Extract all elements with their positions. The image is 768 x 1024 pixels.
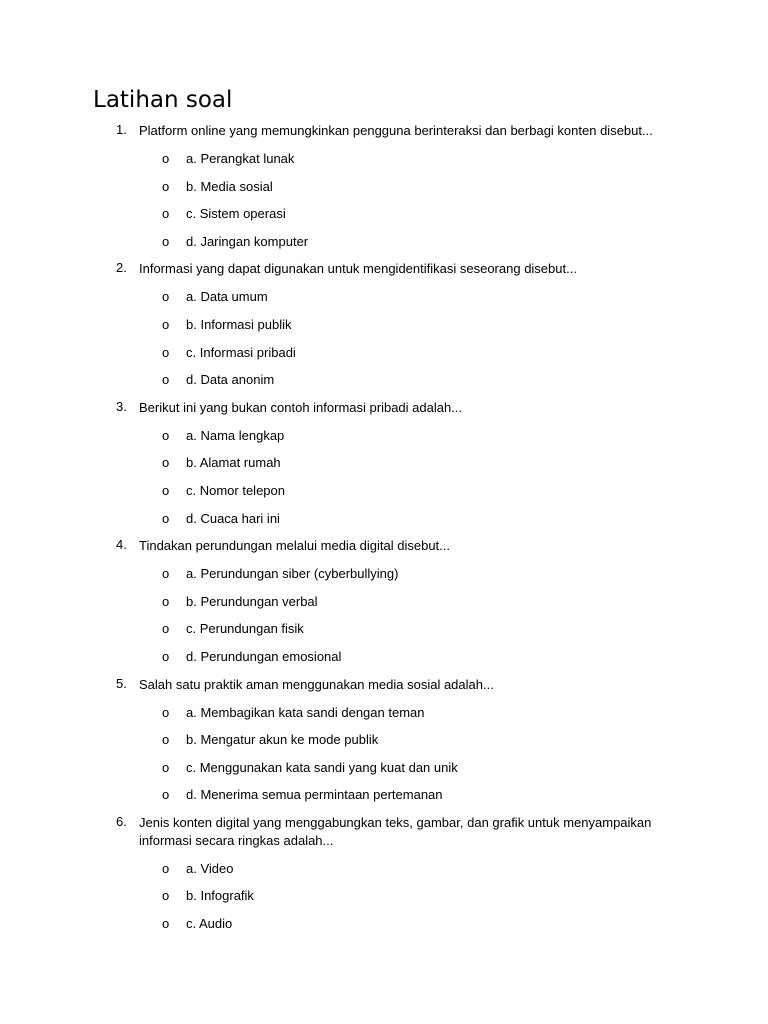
answer-option [0, 453, 768, 481]
answer-option-text: d. Jaringan komputer [186, 233, 309, 249]
answer-option [0, 703, 768, 731]
document-title: Latihan soal [93, 87, 233, 113]
answer-option-text: a. Data umum [186, 289, 268, 305]
answer-option-text: a. Perangkat lunak [186, 151, 295, 166]
answer-option [0, 232, 768, 260]
answer-option-text: d. Perundungan emosional [186, 648, 342, 664]
question-text: Berikut ini yang bukan contoh informasi pribadi adalah... [139, 399, 463, 415]
question-number: 6. [116, 813, 127, 829]
circle-bullet-icon: o [162, 372, 170, 388]
answer-option-text: d. Cuaca hari ini [186, 510, 280, 526]
answer-option [0, 481, 768, 509]
answer-option-text: b. Perundungan verbal [186, 593, 318, 609]
question-item [0, 675, 768, 813]
answer-option [0, 315, 768, 343]
question-number: 5. [116, 675, 127, 691]
circle-bullet-icon: o [162, 860, 170, 876]
answer-option [0, 592, 768, 620]
answer-options [0, 426, 768, 536]
answer-option-text: a. Perundungan siber (cyberbullying) [186, 566, 399, 582]
answer-option-text: b. Alamat rumah [186, 455, 281, 471]
answer-option [0, 204, 768, 232]
answer-options [0, 287, 768, 397]
question-text: Platform online yang memungkinkan pengguna berinteraksi dan berbagi konten disebut... [139, 123, 653, 138]
circle-bullet-icon: o [162, 732, 170, 748]
circle-bullet-icon: o [162, 455, 170, 471]
question-number: 3. [116, 398, 127, 414]
answer-option [0, 758, 768, 786]
answer-option [0, 509, 768, 537]
question-number: 4. [116, 537, 127, 553]
circle-bullet-icon: o [162, 787, 170, 803]
answer-option-text: a. Membagikan kata sandi dengan teman [186, 704, 425, 720]
circle-bullet-icon: o [162, 233, 170, 249]
answer-options [0, 564, 768, 674]
circle-bullet-icon: o [162, 648, 170, 664]
circle-bullet-icon: o [162, 206, 170, 222]
answer-option-text: b. Media sosial [186, 178, 273, 194]
question-item [0, 398, 768, 536]
answer-option-text: c. Nomor telepon [186, 482, 285, 498]
answer-option-text: b. Informasi publik [186, 316, 292, 332]
answer-option-text: c. Perundungan fisik [186, 621, 304, 637]
answer-option [0, 177, 768, 205]
circle-bullet-icon: o [162, 482, 170, 498]
answer-option [0, 647, 768, 675]
circle-bullet-icon: o [162, 316, 170, 332]
answer-option-text: c. Menggunakan kata sandi yang kuat dan unik [186, 759, 458, 775]
circle-bullet-icon: o [162, 888, 170, 904]
question-number: 2. [116, 260, 127, 276]
answer-options [0, 859, 768, 942]
answer-option-text: a. Nama lengkap [186, 427, 285, 443]
answer-option-text: b. Infografik [186, 888, 254, 904]
question-number: 1. [116, 122, 127, 137]
circle-bullet-icon: o [162, 916, 170, 932]
answer-option [0, 785, 768, 813]
answer-option [0, 343, 768, 371]
question-text: Salah satu praktik aman menggunakan media sosial adalah... [139, 676, 494, 692]
circle-bullet-icon: o [162, 621, 170, 637]
answer-option [0, 370, 768, 398]
answer-option [0, 287, 768, 315]
question-text: Informasi yang dapat digunakan untuk mengidentifikasi seseorang disebut... [139, 261, 577, 277]
answer-option [0, 886, 768, 914]
question-item [0, 813, 768, 942]
answer-option-text: a. Video [186, 860, 234, 876]
answer-option-text: c. Informasi pribadi [186, 344, 296, 360]
circle-bullet-icon: o [162, 566, 170, 582]
answer-option [0, 730, 768, 758]
circle-bullet-icon: o [162, 510, 170, 526]
answer-option [0, 426, 768, 454]
circle-bullet-icon: o [162, 178, 170, 194]
question-item [0, 536, 768, 674]
answer-option [0, 859, 768, 887]
circle-bullet-icon: o [162, 593, 170, 609]
circle-bullet-icon: o [162, 427, 170, 443]
answer-option-text: d. Data anonim [186, 372, 275, 388]
circle-bullet-icon: o [162, 704, 170, 720]
circle-bullet-icon: o [162, 344, 170, 360]
answer-option [0, 914, 768, 942]
answer-option [0, 564, 768, 592]
circle-bullet-icon: o [162, 759, 170, 775]
question-text: Jenis konten digital yang menggabungkan teks, gambar, dan grafik untuk menyampaikan informasi secara ringkas adalah... [139, 814, 652, 848]
answer-options [0, 149, 768, 259]
circle-bullet-icon: o [162, 151, 170, 166]
answer-options [0, 703, 768, 813]
answer-option-text: d. Menerima semua permintaan pertemanan [186, 787, 443, 803]
question-list [0, 121, 768, 942]
question-item [0, 259, 768, 397]
question-item [0, 121, 768, 259]
answer-option-text: b. Mengatur akun ke mode publik [186, 732, 379, 748]
circle-bullet-icon: o [162, 289, 170, 305]
question-text: Tindakan perundungan melalui media digital disebut... [139, 538, 450, 554]
answer-option-text: c. Sistem operasi [186, 206, 286, 222]
answer-option [0, 149, 768, 177]
answer-option-text: c. Audio [186, 916, 233, 932]
answer-option [0, 619, 768, 647]
